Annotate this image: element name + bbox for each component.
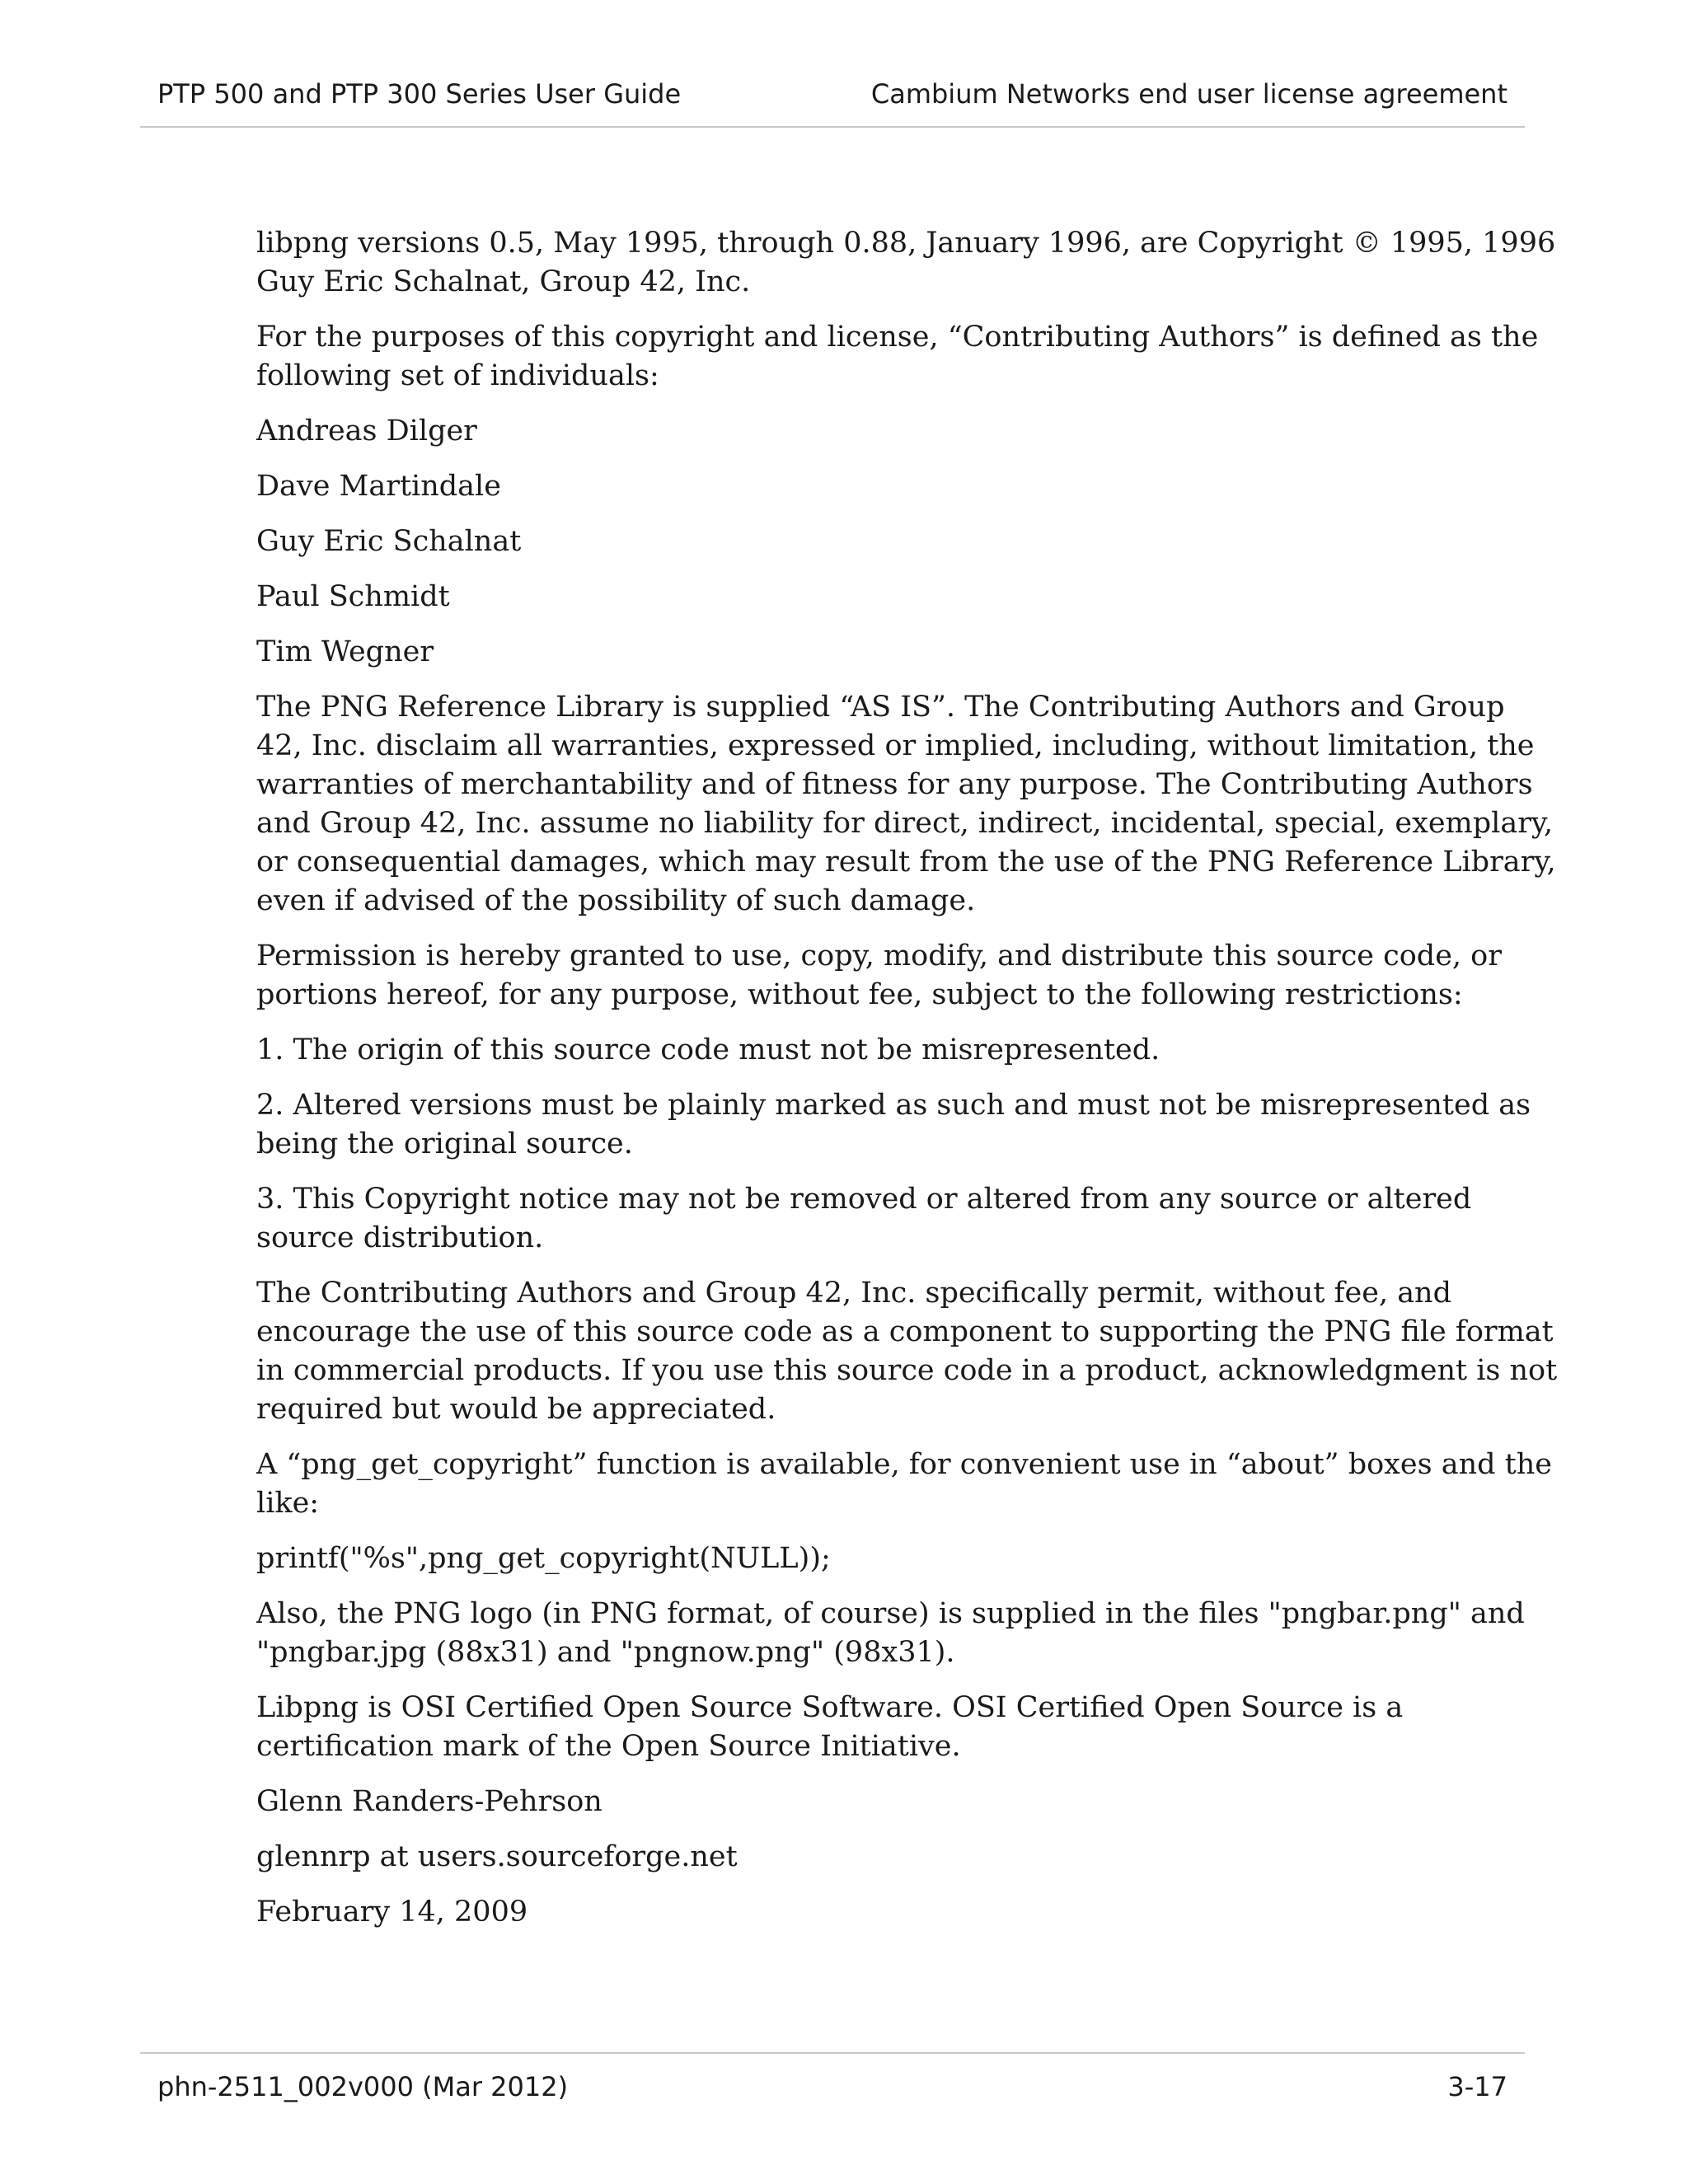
- osi-paragraph: Libpng is OSI Certified Open Source Software. OSI Certified Open Source is a certification mark of the Open Source Initiative.: [256, 1691, 1404, 1763]
- page-body: [256, 224, 1559, 1948]
- page-footer: [140, 2052, 1525, 2103]
- signature-email: glennrp at users.sourceforge.net: [256, 1840, 738, 1873]
- page-number: 3-17: [1447, 2071, 1507, 2102]
- author-name: Paul Schmidt: [256, 580, 450, 613]
- permission-paragraph: Permission is hereby granted to use, copy, modify, and distribute this source code, or portions hereof, for any purpose, without fee, subject to the following restrictions:: [256, 940, 1502, 1011]
- signature-name: Glenn Randers-Pehrson: [256, 1785, 603, 1818]
- author-name: Guy Eric Schalnat: [256, 525, 522, 558]
- copyright-paragraph: libpng versions 0.5, May 1995, through 0.88, January 1996, are Copyright © 1995, 1996 Guy Eric Schalnat, Group 42, Inc.: [256, 227, 1556, 298]
- logo-paragraph: Also, the PNG logo (in PNG format, of course) is supplied in the files "pngbar.png" and "pngbar.jpg (88x31) and "pngnow.png" (98x31).: [256, 1597, 1525, 1669]
- contributing-authors-definition: For the purposes of this copyright and license, “Contributing Authors” is defined as the following set of individuals:: [256, 321, 1539, 392]
- encouragement-paragraph: The Contributing Authors and Group 42, Inc. specifically permit, without fee, and encourage the use of this source code as a component to supporting the PNG file format in commercial products. If you use this source code in a product, acknowledgment is not required but would be appreciated.: [256, 1277, 1558, 1426]
- document-title: PTP 500 and PTP 300 Series User Guide: [157, 78, 682, 110]
- function-paragraph: A “png_get_copyright” function is available, for convenient use in “about” boxes and the like:: [256, 1448, 1552, 1520]
- author-name: Andreas Dilger: [256, 415, 477, 448]
- section-title: Cambium Networks end user license agreement: [870, 78, 1507, 110]
- restriction-item: 2. Altered versions must be plainly marked as such and must not be misrepresented as being the original source.: [256, 1089, 1531, 1160]
- author-name: Tim Wegner: [256, 635, 434, 668]
- code-line: printf("%s",png_get_copyright(NULL));: [256, 1542, 831, 1575]
- signature-date: February 14, 2009: [256, 1896, 528, 1929]
- page-header: [140, 0, 1525, 128]
- restriction-item: 3. This Copyright notice may not be removed or altered from any source or altered source distribution.: [256, 1183, 1472, 1254]
- disclaimer-paragraph: The PNG Reference Library is supplied “AS IS”. The Contributing Authors and Group 42, Inc. disclaim all warranties, expressed or implied, including, without limitation, the warranties of merchantability and of fitness for any purpose. The Contributing Authors and Group 42, Inc. assume no liability for direct, indirect, incidental, special, exemplary, or consequential damages, which may result from the use of the PNG Reference Library, even if advised of the possibility of such damage.: [256, 691, 1556, 917]
- restriction-item: 1. The origin of this source code must not be misrepresented.: [256, 1033, 1160, 1066]
- document-id: phn-2511_002v000 (Mar 2012): [157, 2071, 569, 2102]
- author-name: Dave Martindale: [256, 470, 501, 503]
